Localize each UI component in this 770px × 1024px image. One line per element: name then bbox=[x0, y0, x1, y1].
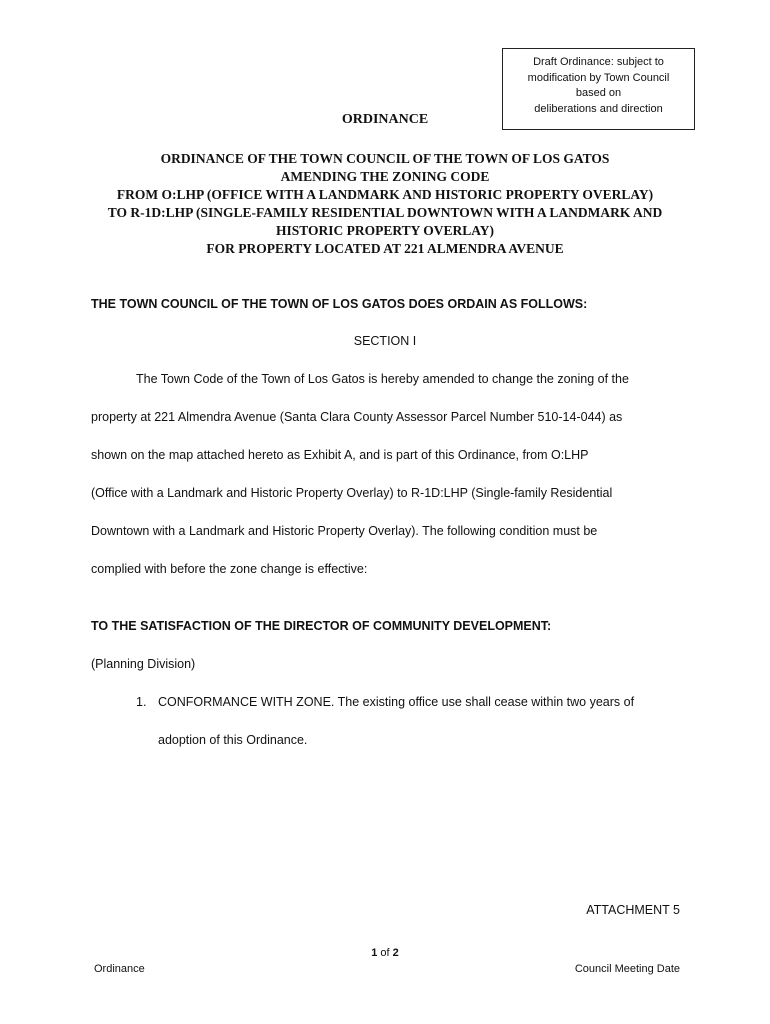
paragraph-line: shown on the map attached hereto as Exhibit A, and is part of this Ordinance, from O:LHP bbox=[91, 448, 589, 462]
title-line: FROM O:LHP (OFFICE WITH A LANDMARK AND HISTORIC PROPERTY OVERLAY) bbox=[116, 187, 654, 202]
ordinance-title bbox=[60, 150, 710, 258]
document-heading: ORDINANCE bbox=[341, 112, 429, 127]
condition-line: CONFORMANCE WITH ZONE. The existing office use shall cease within two years of bbox=[158, 695, 635, 709]
paragraph-line: property at 221 Almendra Avenue (Santa Clara County Assessor Parcel Number 510-14-044) as bbox=[91, 410, 623, 424]
title-line: FOR PROPERTY LOCATED AT 221 ALMENDRA AVENUE bbox=[206, 241, 564, 256]
paragraph-line: Downtown with a Landmark and Historic Property Overlay). The following condition must be bbox=[91, 524, 598, 538]
condition-line: adoption of this Ordinance. bbox=[158, 733, 308, 747]
condition-number: 1. bbox=[136, 695, 147, 709]
page-current: 1 bbox=[371, 947, 378, 959]
title-line: HISTORIC PROPERTY OVERLAY) bbox=[275, 223, 495, 238]
draft-notice-line: based on bbox=[575, 87, 622, 99]
draft-notice-line: modification by Town Council bbox=[527, 71, 670, 84]
title-line: TO R-1D:LHP (SINGLE-FAMILY RESIDENTIAL DOWNTOWN WITH A LANDMARK AND bbox=[107, 205, 663, 220]
draft-notice-line: deliberations and direction bbox=[534, 102, 663, 115]
draft-notice-line: Draft Ordinance: subject to bbox=[533, 56, 664, 68]
title-line: ORDINANCE OF THE TOWN COUNCIL OF THE TOWN OF LOS GATOS bbox=[160, 151, 610, 166]
section-label: SECTION I bbox=[353, 334, 417, 348]
paragraph-line: (Office with a Landmark and Historic Property Overlay) to R-1D:LHP (Single-family Residential bbox=[91, 486, 613, 500]
page-of: of bbox=[377, 947, 393, 959]
title-line: AMENDING THE ZONING CODE bbox=[280, 169, 490, 184]
ordain-statement: THE TOWN COUNCIL OF THE TOWN OF LOS GATOS DOES ORDAIN AS FOLLOWS: bbox=[91, 297, 588, 311]
footer-left: Ordinance bbox=[94, 963, 145, 975]
paragraph-line: The Town Code of the Town of Los Gatos is hereby amended to change the zoning of the bbox=[136, 372, 629, 386]
satisfaction-heading: TO THE SATISFACTION OF THE DIRECTOR OF COMMUNITY DEVELOPMENT: bbox=[91, 619, 552, 633]
page-number bbox=[0, 946, 770, 960]
paragraph-line: complied with before the zone change is effective: bbox=[91, 562, 368, 576]
division-label: (Planning Division) bbox=[91, 657, 196, 671]
page-total: 2 bbox=[392, 947, 399, 959]
footer-right: Council Meeting Date bbox=[574, 963, 680, 975]
attachment-label: ATTACHMENT 5 bbox=[586, 903, 680, 917]
